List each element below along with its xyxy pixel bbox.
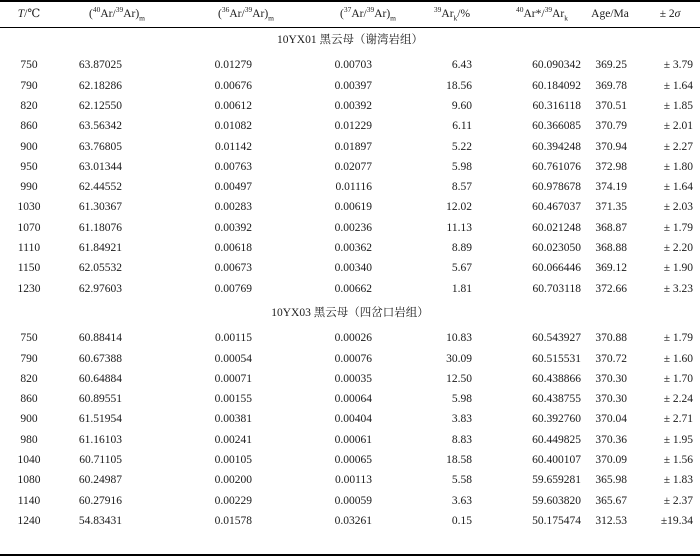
error-cell: ± 3.23 <box>663 282 693 295</box>
ar39k-percent-cell: 18.58 <box>446 454 472 466</box>
table-row <box>0 76 700 96</box>
ar39k-percent-cell: 0.15 <box>451 514 472 527</box>
ar37-ar39-cell: 0.02077 <box>334 160 372 173</box>
ar40-ar39-cell: 61.18076 <box>78 221 122 234</box>
table-top-rule <box>0 0 700 2</box>
ar37-ar39-cell: 0.00035 <box>334 372 372 385</box>
ar40-ar39-cell: 61.16103 <box>78 433 122 446</box>
ar37-ar39-cell: 0.01116 <box>335 181 372 194</box>
ar40-ar39-cell: 60.67388 <box>78 352 122 365</box>
ar40-ar39-cell: 60.89551 <box>78 393 122 406</box>
temperature-cell: 1030 <box>17 201 41 214</box>
error-cell: ± 1.60 <box>663 352 693 365</box>
age-cell: 370.09 <box>595 454 627 466</box>
ar37-ar39-cell: 0.00059 <box>334 494 372 507</box>
ar40-ar39-cell: 63.76805 <box>78 140 122 153</box>
ar37-ar39-cell: 0.00340 <box>334 262 372 275</box>
temperature-cell: 750 <box>20 59 38 72</box>
error-cell: ± 1.79 <box>663 221 693 234</box>
ar40-star-ar39k-cell: 60.066446 <box>532 262 581 275</box>
ar36-ar39-cell: 0.01142 <box>215 140 252 153</box>
table-row <box>0 137 700 157</box>
ar40-star-ar39k-cell: 60.400107 <box>532 454 581 466</box>
sample-group-title: 10YX03 黑云母（四岔口岩组） <box>271 306 429 319</box>
ar39k-percent-cell: 5.67 <box>451 262 472 275</box>
age-cell: 372.66 <box>595 282 627 295</box>
temperature-cell: 820 <box>20 372 38 385</box>
table-row <box>0 450 700 470</box>
ar40-ar39-cell: 63.87025 <box>78 59 122 72</box>
error-cell: ± 3.79 <box>663 59 693 72</box>
temperature-cell: 860 <box>20 120 38 133</box>
age-cell: 370.79 <box>595 120 627 133</box>
ar40-star-ar39k-cell: 59.659281 <box>532 474 581 487</box>
ar39k-percent-cell: 3.63 <box>451 494 472 507</box>
age-cell: 370.51 <box>595 99 627 112</box>
error-cell: ± 2.03 <box>663 201 693 214</box>
ar40-star-ar39k-cell: 60.021248 <box>532 221 581 234</box>
ar36-ar39-cell: 0.00763 <box>214 160 252 173</box>
ar39k-percent-cell: 8.57 <box>451 181 472 194</box>
ar40-star-ar39k-cell: 60.703118 <box>532 282 581 295</box>
table-row <box>0 470 700 490</box>
age-cell: 369.78 <box>595 79 627 92</box>
temperature-cell: 1070 <box>17 221 41 234</box>
ar40-star-ar39k-header: $^{40}Ar*/^{39}Ar_k$ <box>516 5 568 23</box>
age-cell: 370.30 <box>595 372 627 385</box>
temperature-cell: 1040 <box>17 454 41 466</box>
ar40-star-ar39k-cell: 60.366085 <box>532 120 581 133</box>
ar37-ar39-cell: 0.00362 <box>334 242 372 254</box>
error-cell: ± 1.83 <box>663 474 693 487</box>
age-cell: 369.25 <box>595 59 627 72</box>
table-row <box>0 116 700 136</box>
ar40-ar39-header: $(^{40}Ar/^{39}Ar)_m$ <box>89 5 145 23</box>
age-cell: 370.88 <box>595 332 627 345</box>
ar39k-percent-header: $^{39}Ar_k/\%$ <box>433 5 471 23</box>
ar36-ar39-cell: 0.00105 <box>214 454 252 466</box>
ar39k-percent-cell: 5.98 <box>451 160 472 173</box>
ar36-ar39-header: $(^{36}Ar/^{39}Ar)_m$ <box>218 5 274 23</box>
temp-header: T/℃ <box>17 8 41 20</box>
table-header-rule <box>0 27 700 28</box>
ar37-ar39-cell: 0.00061 <box>334 433 372 446</box>
table-row <box>0 511 700 531</box>
table-row <box>0 279 700 299</box>
age-cell: 368.87 <box>595 221 627 234</box>
ar40-ar39-cell: 60.71105 <box>79 454 122 466</box>
ar37-ar39-cell: 0.00397 <box>334 79 372 92</box>
table-row <box>0 197 700 217</box>
table-row <box>0 218 700 238</box>
temperature-cell: 980 <box>20 433 38 446</box>
ar40-ar39-cell: 61.84921 <box>78 242 122 254</box>
ar40-ar39-cell: 60.27916 <box>78 494 122 507</box>
temperature-cell: 990 <box>20 181 38 194</box>
ar40-star-ar39k-cell: 60.467037 <box>532 201 581 214</box>
error-cell: ± 2.01 <box>663 120 693 133</box>
ar39k-percent-cell: 6.43 <box>451 59 472 72</box>
age-cell: 365.98 <box>595 474 627 487</box>
ar36-ar39-cell: 0.01082 <box>214 120 252 133</box>
ar39k-percent-cell: 1.81 <box>451 282 472 295</box>
table-bottom-rule <box>0 554 700 556</box>
table-header-row <box>0 4 700 24</box>
ar40-ar39-cell: 60.88414 <box>78 332 122 345</box>
ar36-ar39-cell: 0.00497 <box>214 181 252 194</box>
ar37-ar39-cell: 0.00392 <box>334 99 372 112</box>
error-cell: ±19.34 <box>660 514 693 527</box>
ar39k-percent-cell: 3.83 <box>451 413 472 426</box>
ar36-ar39-cell: 0.00769 <box>214 282 252 295</box>
ar36-ar39-cell: 0.00392 <box>214 221 252 234</box>
ar39k-percent-cell: 8.89 <box>451 242 472 254</box>
ar37-ar39-cell: 0.01897 <box>334 140 372 153</box>
ar40-ar39-cell: 62.12550 <box>78 99 122 112</box>
ar40-ar39-cell: 62.97603 <box>78 282 122 295</box>
table-row <box>0 328 700 348</box>
ar37-ar39-cell: 0.01229 <box>334 120 372 133</box>
error-header: ± 2σ <box>659 8 681 20</box>
ar39k-percent-cell: 18.56 <box>446 79 472 92</box>
ar40-ar39-cell: 62.18286 <box>78 79 122 92</box>
temperature-cell: 1080 <box>17 474 41 487</box>
error-cell: ± 1.85 <box>663 99 693 112</box>
ar40-star-ar39k-cell: 60.184092 <box>532 79 581 92</box>
ar40-star-ar39k-cell: 60.438755 <box>532 393 581 406</box>
temperature-cell: 820 <box>20 99 38 112</box>
age-header: Age/Ma <box>591 8 629 20</box>
ar40-star-ar39k-cell: 60.392760 <box>532 413 581 426</box>
error-cell: ± 1.95 <box>663 433 693 446</box>
ar40-star-ar39k-cell: 60.023050 <box>532 242 581 254</box>
ar37-ar39-cell: 0.00064 <box>334 393 372 406</box>
temperature-cell: 860 <box>20 393 38 406</box>
table-row <box>0 157 700 177</box>
ar36-ar39-cell: 0.00618 <box>214 242 252 254</box>
ar37-ar39-cell: 0.00113 <box>335 474 372 487</box>
error-cell: ± 1.79 <box>663 332 693 345</box>
ar39k-percent-cell: 10.83 <box>446 332 472 345</box>
error-cell: ± 1.80 <box>663 160 693 173</box>
ar40-ar39-cell: 63.01344 <box>78 160 122 173</box>
ar36-ar39-cell: 0.00115 <box>215 332 252 345</box>
temperature-cell: 790 <box>20 79 38 92</box>
age-cell: 370.72 <box>595 352 627 365</box>
error-cell: ± 2.24 <box>663 393 693 406</box>
ar36-ar39-cell: 0.00200 <box>214 474 252 487</box>
table-row <box>0 409 700 429</box>
ar40-ar39-cell: 63.56342 <box>78 120 122 133</box>
table-row <box>0 349 700 369</box>
sample-group-title: 10YX01 黑云母（谢湾岩组） <box>277 34 423 46</box>
ar40-star-ar39k-cell: 60.316118 <box>532 99 581 112</box>
table-row <box>0 491 700 511</box>
ar36-ar39-cell: 0.01578 <box>214 514 252 527</box>
ar37-ar39-cell: 0.00076 <box>334 352 372 365</box>
error-cell: ± 2.27 <box>663 140 693 153</box>
ar40-star-ar39k-cell: 60.438866 <box>532 372 581 385</box>
error-cell: ± 1.70 <box>663 372 693 385</box>
ar36-ar39-cell: 0.01279 <box>214 59 252 72</box>
age-cell: 370.04 <box>595 413 627 426</box>
error-cell: ± 2.20 <box>663 242 693 254</box>
table-row <box>0 96 700 116</box>
age-cell: 368.88 <box>595 242 627 254</box>
ar40-ar39-cell: 61.51954 <box>78 413 122 426</box>
ar37-ar39-cell: 0.00662 <box>334 282 372 295</box>
temperature-cell: 1150 <box>17 262 41 275</box>
ar40-ar39-cell: 54.83431 <box>78 514 122 527</box>
age-cell: 365.67 <box>595 494 627 507</box>
ar37-ar39-cell: 0.00703 <box>334 59 372 72</box>
age-cell: 374.19 <box>595 181 627 194</box>
temperature-cell: 950 <box>20 160 38 173</box>
ar39k-percent-cell: 12.02 <box>446 201 472 214</box>
ar37-ar39-cell: 0.03261 <box>334 514 372 527</box>
age-cell: 370.30 <box>595 393 627 406</box>
ar36-ar39-cell: 0.00229 <box>214 494 252 507</box>
ar39k-percent-cell: 8.83 <box>451 433 472 446</box>
ar36-ar39-cell: 0.00381 <box>214 413 252 426</box>
ar39k-percent-cell: 5.58 <box>451 474 472 487</box>
ar39k-percent-cell: 30.09 <box>446 352 472 365</box>
ar40-star-ar39k-cell: 60.761076 <box>532 160 581 173</box>
table-row <box>0 55 700 75</box>
error-cell: ± 2.71 <box>663 413 693 426</box>
ar39k-percent-cell: 5.98 <box>451 393 472 406</box>
temperature-cell: 750 <box>20 332 38 345</box>
ar40-star-ar39k-cell: 60.090342 <box>532 59 581 72</box>
ar36-ar39-cell: 0.00241 <box>214 433 252 446</box>
temperature-cell: 900 <box>20 413 38 426</box>
ar37-ar39-cell: 0.00619 <box>334 201 372 214</box>
ar39k-percent-cell: 12.50 <box>446 372 472 385</box>
age-cell: 369.12 <box>595 262 627 275</box>
error-cell: ± 1.64 <box>663 79 693 92</box>
ar37-ar39-cell: 0.00404 <box>334 413 372 426</box>
ar36-ar39-cell: 0.00054 <box>214 352 252 365</box>
ar40-star-ar39k-cell: 60.543927 <box>532 332 581 345</box>
temperature-cell: 900 <box>20 140 38 153</box>
ar40-star-ar39k-cell: 59.603820 <box>532 494 581 507</box>
ar40-star-ar39k-cell: 60.978678 <box>532 181 581 194</box>
ar36-ar39-cell: 0.00673 <box>214 262 252 275</box>
ar40-ar39-cell: 62.05532 <box>78 262 122 275</box>
table-row <box>0 258 700 278</box>
temperature-cell: 1240 <box>17 514 41 527</box>
error-cell: ± 2.37 <box>663 494 693 507</box>
ar40-star-ar39k-cell: 60.449825 <box>532 433 581 446</box>
ar40-star-ar39k-cell: 60.394248 <box>532 140 581 153</box>
ar37-ar39-header: $(^{37}Ar/^{39}Ar)_m$ <box>340 5 396 23</box>
table-row <box>0 238 700 258</box>
ar40-star-ar39k-cell: 50.175474 <box>532 514 581 527</box>
error-cell: ± 1.56 <box>663 454 693 466</box>
ar37-ar39-cell: 0.00065 <box>334 454 372 466</box>
ar40-ar39-cell: 62.44552 <box>78 181 122 194</box>
ar39k-percent-cell: 9.60 <box>451 99 472 112</box>
ar39k-percent-cell: 11.13 <box>446 221 472 234</box>
temperature-cell: 1230 <box>17 282 41 295</box>
table-row <box>0 369 700 389</box>
temperature-cell: 1140 <box>17 494 41 507</box>
ar40-ar39-cell: 60.24987 <box>78 474 122 487</box>
age-cell: 370.94 <box>595 140 627 153</box>
temperature-cell: 1110 <box>17 242 41 254</box>
ar36-ar39-cell: 0.00155 <box>214 393 252 406</box>
table-row <box>0 430 700 450</box>
ar37-ar39-cell: 0.00236 <box>334 221 372 234</box>
ar36-ar39-cell: 0.00071 <box>214 372 252 385</box>
ar40-ar39-cell: 61.30367 <box>78 201 122 214</box>
ar36-ar39-cell: 0.00676 <box>214 79 252 92</box>
ar36-ar39-cell: 0.00283 <box>214 201 252 214</box>
ar39k-percent-cell: 6.11 <box>452 120 472 133</box>
ar40-star-ar39k-cell: 60.515531 <box>532 352 581 365</box>
age-cell: 312.53 <box>595 514 627 527</box>
table-row <box>0 389 700 409</box>
ar40-ar39-cell: 60.64884 <box>78 372 122 385</box>
ar37-ar39-cell: 0.00026 <box>334 332 372 345</box>
age-cell: 372.98 <box>595 160 627 173</box>
error-cell: ± 1.64 <box>663 181 693 194</box>
table-row <box>0 177 700 197</box>
ar36-ar39-cell: 0.00612 <box>214 99 252 112</box>
error-cell: ± 1.90 <box>663 262 693 275</box>
age-cell: 370.36 <box>595 433 627 446</box>
temperature-cell: 790 <box>20 352 38 365</box>
age-cell: 371.35 <box>595 201 627 214</box>
ar39k-percent-cell: 5.22 <box>451 140 472 153</box>
